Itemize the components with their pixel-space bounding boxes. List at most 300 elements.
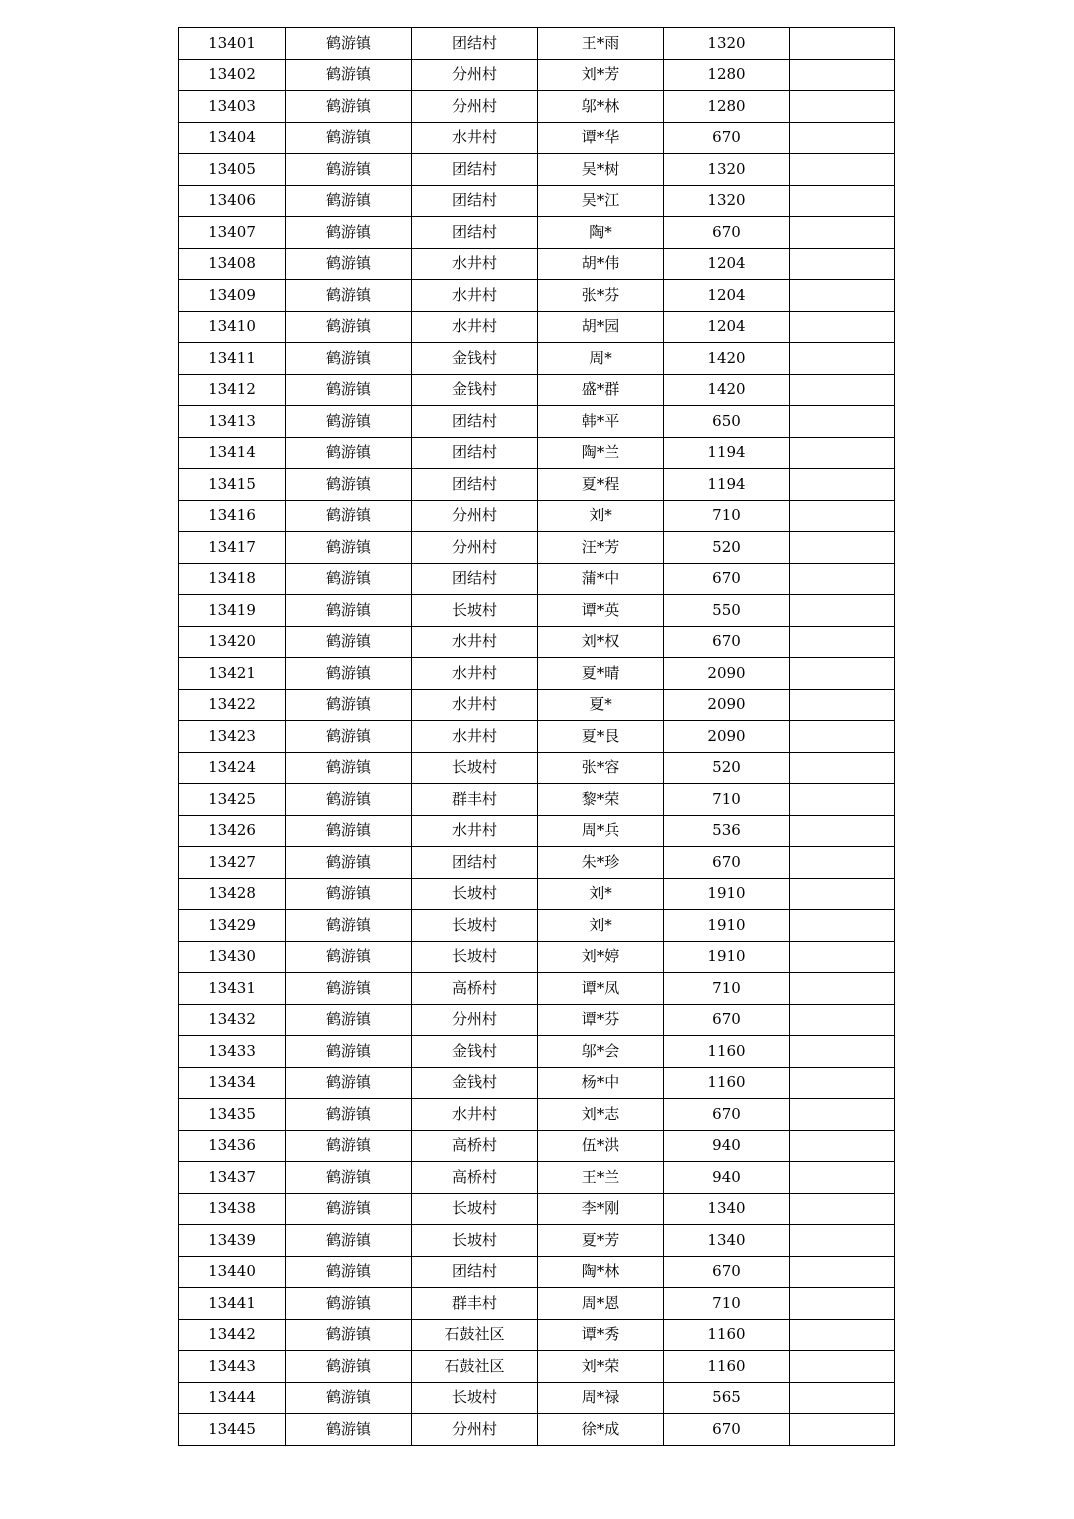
remark-cell xyxy=(790,1004,895,1036)
town-cell: 鹤游镇 xyxy=(286,910,412,942)
village-cell: 长坡村 xyxy=(412,595,538,627)
amount-cell: 1160 xyxy=(664,1351,790,1383)
town-cell: 鹤游镇 xyxy=(286,1036,412,1068)
record-id-cell: 13420 xyxy=(179,626,286,658)
table-row xyxy=(179,626,895,658)
village-cell: 团结村 xyxy=(412,28,538,60)
remark-cell xyxy=(790,154,895,186)
town-cell: 鹤游镇 xyxy=(286,752,412,784)
town-cell: 鹤游镇 xyxy=(286,1256,412,1288)
table-row xyxy=(179,1130,895,1162)
town-cell: 鹤游镇 xyxy=(286,59,412,91)
village-cell: 石鼓社区 xyxy=(412,1319,538,1351)
remark-cell xyxy=(790,28,895,60)
remark-cell xyxy=(790,1036,895,1068)
name-cell: 胡*园 xyxy=(538,311,664,343)
amount-cell: 710 xyxy=(664,500,790,532)
record-id-cell: 13424 xyxy=(179,752,286,784)
table-row xyxy=(179,28,895,60)
table-row xyxy=(179,815,895,847)
amount-cell: 1420 xyxy=(664,374,790,406)
table-row xyxy=(179,122,895,154)
table-row xyxy=(179,185,895,217)
amount-cell: 670 xyxy=(664,1414,790,1446)
remark-cell xyxy=(790,437,895,469)
name-cell: 周*禄 xyxy=(538,1382,664,1414)
record-id-cell: 13414 xyxy=(179,437,286,469)
amount-cell: 1194 xyxy=(664,469,790,501)
remark-cell xyxy=(790,280,895,312)
remark-cell xyxy=(790,689,895,721)
village-cell: 高桥村 xyxy=(412,973,538,1005)
amount-cell: 1910 xyxy=(664,878,790,910)
name-cell: 刘*芳 xyxy=(538,59,664,91)
village-cell: 长坡村 xyxy=(412,1382,538,1414)
record-id-cell: 13418 xyxy=(179,563,286,595)
name-cell: 盛*群 xyxy=(538,374,664,406)
record-id-cell: 13440 xyxy=(179,1256,286,1288)
remark-cell xyxy=(790,1319,895,1351)
record-id-cell: 13443 xyxy=(179,1351,286,1383)
amount-cell: 1280 xyxy=(664,59,790,91)
town-cell: 鹤游镇 xyxy=(286,1099,412,1131)
table-row xyxy=(179,59,895,91)
table-row xyxy=(179,1225,895,1257)
record-id-cell: 13433 xyxy=(179,1036,286,1068)
name-cell: 夏*晴 xyxy=(538,658,664,690)
name-cell: 胡*伟 xyxy=(538,248,664,280)
remark-cell xyxy=(790,500,895,532)
village-cell: 团结村 xyxy=(412,185,538,217)
table-row xyxy=(179,847,895,879)
name-cell: 徐*成 xyxy=(538,1414,664,1446)
amount-cell: 520 xyxy=(664,532,790,564)
name-cell: 夏* xyxy=(538,689,664,721)
town-cell: 鹤游镇 xyxy=(286,1162,412,1194)
remark-cell xyxy=(790,1193,895,1225)
amount-cell: 565 xyxy=(664,1382,790,1414)
record-id-cell: 13410 xyxy=(179,311,286,343)
village-cell: 分州村 xyxy=(412,91,538,123)
table-row xyxy=(179,689,895,721)
village-cell: 分州村 xyxy=(412,500,538,532)
town-cell: 鹤游镇 xyxy=(286,658,412,690)
village-cell: 分州村 xyxy=(412,59,538,91)
remark-cell xyxy=(790,532,895,564)
amount-cell: 670 xyxy=(664,563,790,595)
record-id-cell: 13438 xyxy=(179,1193,286,1225)
record-id-cell: 13416 xyxy=(179,500,286,532)
remark-cell xyxy=(790,658,895,690)
remark-cell xyxy=(790,343,895,375)
amount-cell: 1204 xyxy=(664,248,790,280)
record-id-cell: 13409 xyxy=(179,280,286,312)
record-id-cell: 13425 xyxy=(179,784,286,816)
village-cell: 水井村 xyxy=(412,689,538,721)
name-cell: 吴*树 xyxy=(538,154,664,186)
table-row xyxy=(179,752,895,784)
name-cell: 刘* xyxy=(538,500,664,532)
remark-cell xyxy=(790,973,895,1005)
town-cell: 鹤游镇 xyxy=(286,563,412,595)
name-cell: 夏*艮 xyxy=(538,721,664,753)
amount-cell: 2090 xyxy=(664,658,790,690)
village-cell: 长坡村 xyxy=(412,1225,538,1257)
name-cell: 刘*荣 xyxy=(538,1351,664,1383)
village-cell: 群丰村 xyxy=(412,784,538,816)
name-cell: 周* xyxy=(538,343,664,375)
amount-cell: 710 xyxy=(664,784,790,816)
name-cell: 刘*权 xyxy=(538,626,664,658)
name-cell: 谭*芬 xyxy=(538,1004,664,1036)
village-cell: 分州村 xyxy=(412,1004,538,1036)
record-id-cell: 13435 xyxy=(179,1099,286,1131)
table-row xyxy=(179,1288,895,1320)
village-cell: 水井村 xyxy=(412,280,538,312)
village-cell: 团结村 xyxy=(412,437,538,469)
name-cell: 朱*珍 xyxy=(538,847,664,879)
amount-cell: 536 xyxy=(664,815,790,847)
name-cell: 刘*婷 xyxy=(538,941,664,973)
records-table xyxy=(178,27,895,1446)
amount-cell: 650 xyxy=(664,406,790,438)
town-cell: 鹤游镇 xyxy=(286,374,412,406)
amount-cell: 670 xyxy=(664,626,790,658)
record-id-cell: 13403 xyxy=(179,91,286,123)
amount-cell: 1280 xyxy=(664,91,790,123)
town-cell: 鹤游镇 xyxy=(286,1351,412,1383)
name-cell: 谭*秀 xyxy=(538,1319,664,1351)
remark-cell xyxy=(790,1099,895,1131)
name-cell: 蒲*中 xyxy=(538,563,664,595)
amount-cell: 940 xyxy=(664,1162,790,1194)
record-id-cell: 13434 xyxy=(179,1067,286,1099)
town-cell: 鹤游镇 xyxy=(286,437,412,469)
amount-cell: 1420 xyxy=(664,343,790,375)
name-cell: 谭*华 xyxy=(538,122,664,154)
name-cell: 邬*会 xyxy=(538,1036,664,1068)
town-cell: 鹤游镇 xyxy=(286,28,412,60)
town-cell: 鹤游镇 xyxy=(286,815,412,847)
town-cell: 鹤游镇 xyxy=(286,185,412,217)
amount-cell: 1160 xyxy=(664,1067,790,1099)
name-cell: 刘* xyxy=(538,878,664,910)
amount-cell: 520 xyxy=(664,752,790,784)
remark-cell xyxy=(790,752,895,784)
town-cell: 鹤游镇 xyxy=(286,626,412,658)
table-row xyxy=(179,91,895,123)
amount-cell: 670 xyxy=(664,1256,790,1288)
table-row xyxy=(179,1004,895,1036)
village-cell: 分州村 xyxy=(412,532,538,564)
name-cell: 陶* xyxy=(538,217,664,249)
village-cell: 水井村 xyxy=(412,1099,538,1131)
village-cell: 团结村 xyxy=(412,406,538,438)
town-cell: 鹤游镇 xyxy=(286,973,412,1005)
village-cell: 团结村 xyxy=(412,1256,538,1288)
record-id-cell: 13427 xyxy=(179,847,286,879)
amount-cell: 1340 xyxy=(664,1193,790,1225)
remark-cell xyxy=(790,1067,895,1099)
town-cell: 鹤游镇 xyxy=(286,311,412,343)
village-cell: 团结村 xyxy=(412,154,538,186)
town-cell: 鹤游镇 xyxy=(286,154,412,186)
record-id-cell: 13411 xyxy=(179,343,286,375)
remark-cell xyxy=(790,311,895,343)
record-id-cell: 13444 xyxy=(179,1382,286,1414)
village-cell: 高桥村 xyxy=(412,1130,538,1162)
town-cell: 鹤游镇 xyxy=(286,122,412,154)
table-row xyxy=(179,1067,895,1099)
records-table-body xyxy=(179,28,895,1446)
table-row xyxy=(179,1256,895,1288)
town-cell: 鹤游镇 xyxy=(286,878,412,910)
amount-cell: 940 xyxy=(664,1130,790,1162)
name-cell: 陶*兰 xyxy=(538,437,664,469)
table-row xyxy=(179,1193,895,1225)
name-cell: 刘* xyxy=(538,910,664,942)
record-id-cell: 13408 xyxy=(179,248,286,280)
amount-cell: 670 xyxy=(664,217,790,249)
village-cell: 水井村 xyxy=(412,626,538,658)
amount-cell: 1194 xyxy=(664,437,790,469)
remark-cell xyxy=(790,1351,895,1383)
village-cell: 金钱村 xyxy=(412,1067,538,1099)
amount-cell: 1160 xyxy=(664,1319,790,1351)
remark-cell xyxy=(790,784,895,816)
record-id-cell: 13442 xyxy=(179,1319,286,1351)
table-row xyxy=(179,910,895,942)
table-row xyxy=(179,343,895,375)
table-row xyxy=(179,878,895,910)
table-row xyxy=(179,1351,895,1383)
name-cell: 谭*凤 xyxy=(538,973,664,1005)
remark-cell xyxy=(790,878,895,910)
record-id-cell: 13417 xyxy=(179,532,286,564)
table-row xyxy=(179,784,895,816)
name-cell: 黎*荣 xyxy=(538,784,664,816)
remark-cell xyxy=(790,406,895,438)
amount-cell: 670 xyxy=(664,847,790,879)
remark-cell xyxy=(790,1382,895,1414)
village-cell: 金钱村 xyxy=(412,1036,538,1068)
remark-cell xyxy=(790,910,895,942)
table-row xyxy=(179,973,895,1005)
town-cell: 鹤游镇 xyxy=(286,217,412,249)
remark-cell xyxy=(790,374,895,406)
table-row xyxy=(179,563,895,595)
name-cell: 韩*平 xyxy=(538,406,664,438)
amount-cell: 710 xyxy=(664,973,790,1005)
village-cell: 长坡村 xyxy=(412,878,538,910)
record-id-cell: 13404 xyxy=(179,122,286,154)
village-cell: 高桥村 xyxy=(412,1162,538,1194)
table-row xyxy=(179,595,895,627)
amount-cell: 1320 xyxy=(664,154,790,186)
village-cell: 水井村 xyxy=(412,122,538,154)
town-cell: 鹤游镇 xyxy=(286,1193,412,1225)
table-row xyxy=(179,1382,895,1414)
amount-cell: 710 xyxy=(664,1288,790,1320)
village-cell: 长坡村 xyxy=(412,941,538,973)
name-cell: 伍*洪 xyxy=(538,1130,664,1162)
record-id-cell: 13405 xyxy=(179,154,286,186)
town-cell: 鹤游镇 xyxy=(286,469,412,501)
remark-cell xyxy=(790,1162,895,1194)
remark-cell xyxy=(790,469,895,501)
remark-cell xyxy=(790,595,895,627)
village-cell: 石鼓社区 xyxy=(412,1351,538,1383)
amount-cell: 670 xyxy=(664,1099,790,1131)
record-id-cell: 13428 xyxy=(179,878,286,910)
remark-cell xyxy=(790,185,895,217)
remark-cell xyxy=(790,1130,895,1162)
table-row xyxy=(179,532,895,564)
remark-cell xyxy=(790,847,895,879)
name-cell: 周*恩 xyxy=(538,1288,664,1320)
table-row xyxy=(179,1036,895,1068)
village-cell: 金钱村 xyxy=(412,343,538,375)
village-cell: 团结村 xyxy=(412,847,538,879)
village-cell: 水井村 xyxy=(412,311,538,343)
amount-cell: 1160 xyxy=(664,1036,790,1068)
town-cell: 鹤游镇 xyxy=(286,1414,412,1446)
table-row xyxy=(179,721,895,753)
remark-cell xyxy=(790,721,895,753)
remark-cell xyxy=(790,122,895,154)
remark-cell xyxy=(790,91,895,123)
remark-cell xyxy=(790,941,895,973)
record-id-cell: 13406 xyxy=(179,185,286,217)
town-cell: 鹤游镇 xyxy=(286,91,412,123)
village-cell: 水井村 xyxy=(412,721,538,753)
town-cell: 鹤游镇 xyxy=(286,280,412,312)
record-id-cell: 13402 xyxy=(179,59,286,91)
remark-cell xyxy=(790,626,895,658)
amount-cell: 2090 xyxy=(664,689,790,721)
name-cell: 李*刚 xyxy=(538,1193,664,1225)
remark-cell xyxy=(790,1414,895,1446)
name-cell: 王*雨 xyxy=(538,28,664,60)
record-id-cell: 13437 xyxy=(179,1162,286,1194)
table-row xyxy=(179,311,895,343)
record-id-cell: 13439 xyxy=(179,1225,286,1257)
town-cell: 鹤游镇 xyxy=(286,1288,412,1320)
amount-cell: 1320 xyxy=(664,28,790,60)
village-cell: 团结村 xyxy=(412,563,538,595)
amount-cell: 1204 xyxy=(664,280,790,312)
town-cell: 鹤游镇 xyxy=(286,1067,412,1099)
name-cell: 陶*林 xyxy=(538,1256,664,1288)
village-cell: 群丰村 xyxy=(412,1288,538,1320)
record-id-cell: 13432 xyxy=(179,1004,286,1036)
table-row xyxy=(179,941,895,973)
name-cell: 王*兰 xyxy=(538,1162,664,1194)
town-cell: 鹤游镇 xyxy=(286,1382,412,1414)
table-row xyxy=(179,248,895,280)
town-cell: 鹤游镇 xyxy=(286,500,412,532)
amount-cell: 670 xyxy=(664,1004,790,1036)
name-cell: 刘*志 xyxy=(538,1099,664,1131)
name-cell: 谭*英 xyxy=(538,595,664,627)
village-cell: 团结村 xyxy=(412,469,538,501)
record-id-cell: 13445 xyxy=(179,1414,286,1446)
town-cell: 鹤游镇 xyxy=(286,941,412,973)
town-cell: 鹤游镇 xyxy=(286,721,412,753)
amount-cell: 1910 xyxy=(664,941,790,973)
amount-cell: 550 xyxy=(664,595,790,627)
remark-cell xyxy=(790,1225,895,1257)
remark-cell xyxy=(790,1288,895,1320)
amount-cell: 1320 xyxy=(664,185,790,217)
name-cell: 周*兵 xyxy=(538,815,664,847)
town-cell: 鹤游镇 xyxy=(286,406,412,438)
record-id-cell: 13422 xyxy=(179,689,286,721)
town-cell: 鹤游镇 xyxy=(286,343,412,375)
town-cell: 鹤游镇 xyxy=(286,847,412,879)
table-row xyxy=(179,1319,895,1351)
record-id-cell: 13419 xyxy=(179,595,286,627)
town-cell: 鹤游镇 xyxy=(286,1004,412,1036)
name-cell: 张*容 xyxy=(538,752,664,784)
name-cell: 邬*林 xyxy=(538,91,664,123)
village-cell: 水井村 xyxy=(412,248,538,280)
amount-cell: 1340 xyxy=(664,1225,790,1257)
record-id-cell: 13415 xyxy=(179,469,286,501)
village-cell: 水井村 xyxy=(412,658,538,690)
name-cell: 夏*程 xyxy=(538,469,664,501)
amount-cell: 1910 xyxy=(664,910,790,942)
town-cell: 鹤游镇 xyxy=(286,1319,412,1351)
table-row xyxy=(179,406,895,438)
table-row xyxy=(179,154,895,186)
name-cell: 吴*江 xyxy=(538,185,664,217)
village-cell: 长坡村 xyxy=(412,752,538,784)
town-cell: 鹤游镇 xyxy=(286,532,412,564)
table-row xyxy=(179,658,895,690)
village-cell: 水井村 xyxy=(412,815,538,847)
record-id-cell: 13421 xyxy=(179,658,286,690)
record-id-cell: 13401 xyxy=(179,28,286,60)
record-id-cell: 13441 xyxy=(179,1288,286,1320)
amount-cell: 1204 xyxy=(664,311,790,343)
town-cell: 鹤游镇 xyxy=(286,689,412,721)
remark-cell xyxy=(790,563,895,595)
village-cell: 长坡村 xyxy=(412,910,538,942)
record-id-cell: 13423 xyxy=(179,721,286,753)
table-row xyxy=(179,437,895,469)
table-row xyxy=(179,217,895,249)
village-cell: 长坡村 xyxy=(412,1193,538,1225)
amount-cell: 670 xyxy=(664,122,790,154)
record-id-cell: 13436 xyxy=(179,1130,286,1162)
remark-cell xyxy=(790,217,895,249)
table-row xyxy=(179,1414,895,1446)
table-row xyxy=(179,280,895,312)
table-row xyxy=(179,469,895,501)
remark-cell xyxy=(790,59,895,91)
record-id-cell: 13426 xyxy=(179,815,286,847)
town-cell: 鹤游镇 xyxy=(286,248,412,280)
amount-cell: 2090 xyxy=(664,721,790,753)
remark-cell xyxy=(790,815,895,847)
table-row xyxy=(179,374,895,406)
name-cell: 张*芬 xyxy=(538,280,664,312)
remark-cell xyxy=(790,248,895,280)
town-cell: 鹤游镇 xyxy=(286,1225,412,1257)
town-cell: 鹤游镇 xyxy=(286,784,412,816)
remark-cell xyxy=(790,1256,895,1288)
